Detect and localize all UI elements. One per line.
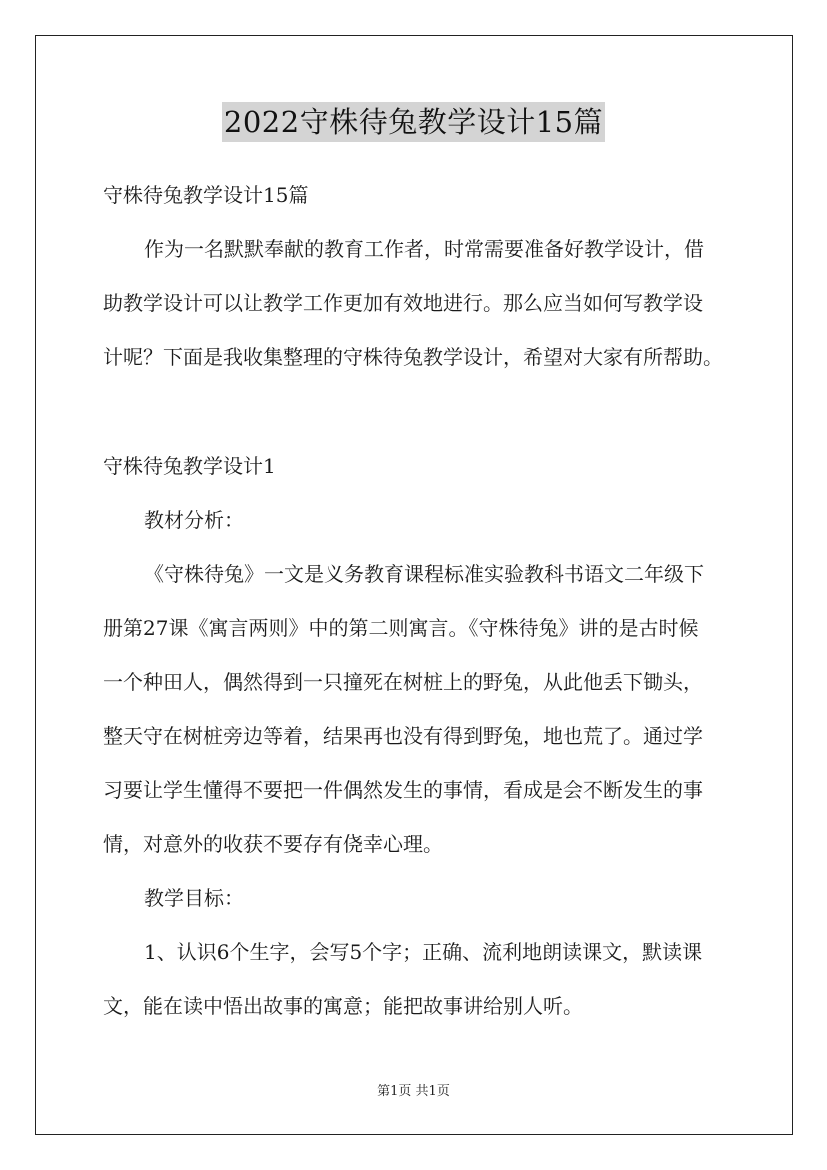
analysis-label: 教材分析： [144,508,244,532]
goals-line: 1、认识6个生字，会写5个字；正确、流利地朗读课文，默读课 [144,940,703,964]
intro-line: 计呢？下面是我收集整理的守株待兔教学设计，希望对大家有所帮助。 [103,345,723,369]
section-heading: 守株待兔教学设计1 [103,454,276,478]
analysis-line: 情，对意外的收获不要存有侥幸心理。 [103,832,443,856]
document-subtitle: 守株待兔教学设计15篇 [103,183,309,207]
intro-line: 助教学设计可以让教学工作更加有效地进行。那么应当如何写教学设 [103,291,703,315]
analysis-line: 习要让学生懂得不要把一件偶然发生的事情，看成是会不断发生的事 [103,778,703,802]
goals-line: 文，能在读中悟出故事的寓意；能把故事讲给别人听。 [103,994,583,1018]
analysis-line: 整天守在树桩旁边等着，结果再也没有得到野兔，地也荒了。通过学 [103,724,703,748]
analysis-line: 一个种田人，偶然得到一只撞死在树桩上的野兔，从此他丢下锄头， [103,670,703,694]
analysis-line: 册第27课《寓言两则》中的第二则寓言。《守株待兔》讲的是古时候 [103,616,699,640]
page-footer: 第1页 共1页 [377,1084,450,1099]
goals-label: 教学目标： [144,886,244,910]
document-title: 2022守株待兔教学设计15篇 [222,102,605,142]
analysis-line: 《守株待兔》一文是义务教育课程标准实验教科书语文二年级下 [144,562,704,586]
intro-line: 作为一名默默奉献的教育工作者，时常需要准备好教学设计，借 [144,237,704,261]
title-container [0,102,827,142]
